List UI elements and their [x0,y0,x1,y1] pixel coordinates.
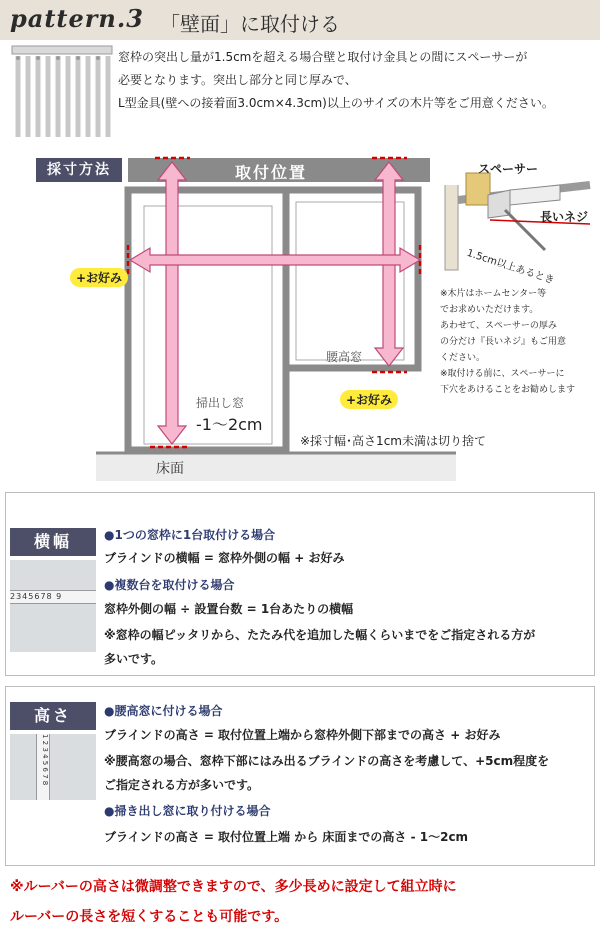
preference-badge-left: +お好み [70,268,128,287]
side-note-line: の分だけ『長いネジ』もご用意 [440,337,567,347]
spacer-label: スペーサー [478,162,539,176]
height-waist-note1: ※腰高窓の場合、窓枠下部にはみ出るブラインドの高さを考慮して、+5cm程度を [104,754,550,768]
footer-line2: ルーバーの長さを短くすることも可能です。 [10,909,289,925]
width-single-formula: ブラインドの横幅 = 窓枠外側の幅 + お好み [104,551,345,565]
floor-window-clearance: -1～2cm [196,415,263,434]
floor-window-label: 掃出し窓 [196,396,245,410]
width-note-line2: 多いです。 [104,652,164,666]
intro-line: 窓枠の突出し量が1.5cmを超える場合壁と取付け金具との間にスペーサーが [118,50,528,64]
rounding-note: ※採寸幅･高さ1cm未満は切り捨て [300,434,486,448]
ruler-digits: 2345678 9 [10,590,96,604]
intro-line: L型金具(壁への接着面3.0cm×4.3cm)以上のサイズの木片等をご用意ください。 [118,96,554,110]
ruler-digits: 1 2 3 4 5 6 7 8 [36,734,50,800]
width-ruler-photo [10,560,96,652]
width-multi-formula: 窓枠外側の幅 ÷ 設置台数 = 1台あたりの横幅 [104,602,354,616]
width-tag: 横幅 [10,528,96,556]
page-title: 「壁面」に取付ける [160,12,340,36]
vertical-blind-illustration [8,42,116,142]
measure-method-label: 採寸方法 [36,158,122,182]
height-waist-formula: ブラインドの高さ = 取付位置上端から窓枠外側下部までの高さ + お好み [104,728,501,742]
intro-line: 必要となります。突出し部分と同じ厚みで、 [118,73,357,87]
height-waist-head: ●腰高窓に付ける場合 [104,704,223,718]
footer-note [10,872,590,932]
side-note-line: ※取付ける前に、スペーサーに [440,369,565,379]
width-single-head: ●1つの窓枠に1台取付ける場合 [104,528,276,542]
side-note-line: ※木片はホームセンター等 [440,289,547,299]
side-note-line: 下穴をあけることをお勧めします [440,385,576,395]
height-floor-head: ●掃き出し窓に取り付ける場合 [104,804,271,818]
waist-window-label: 腰高窓 [326,350,363,364]
intro-text [118,46,598,115]
preference-badge-right: +お好み [340,390,398,409]
footer-line1: ※ルーバーの高さは微調整できますので、多少長めに設定して組立時に [10,879,457,895]
floor-label: 床面 [156,461,184,477]
width-note-line1: ※窓枠の幅ピッタリから、たたみ代を追加した幅くらいまでをご指定される方が [104,628,536,642]
mount-position-label: 取付位置 [235,163,308,182]
side-note-line: でお求めいただけます。 [440,305,539,315]
side-note-line: ください。 [440,353,486,363]
side-note [440,286,575,398]
over-label: 1.5cm以上あるとき [465,247,556,287]
long-screw-label: 長いネジ [540,210,589,224]
width-multi-head: ●複数台を取付ける場合 [104,578,235,592]
height-floor-formula: ブラインドの高さ = 取付位置上端 から 床面までの高さ - 1～2cm [104,830,469,844]
height-tag: 高さ [10,702,96,730]
side-note-line: あわせて、スペーサーの厚み [440,321,557,331]
height-ruler-photo [10,734,96,800]
height-waist-note2: ご指定される方が多いです。 [104,778,260,792]
pattern-number: pattern.3 [10,4,144,33]
